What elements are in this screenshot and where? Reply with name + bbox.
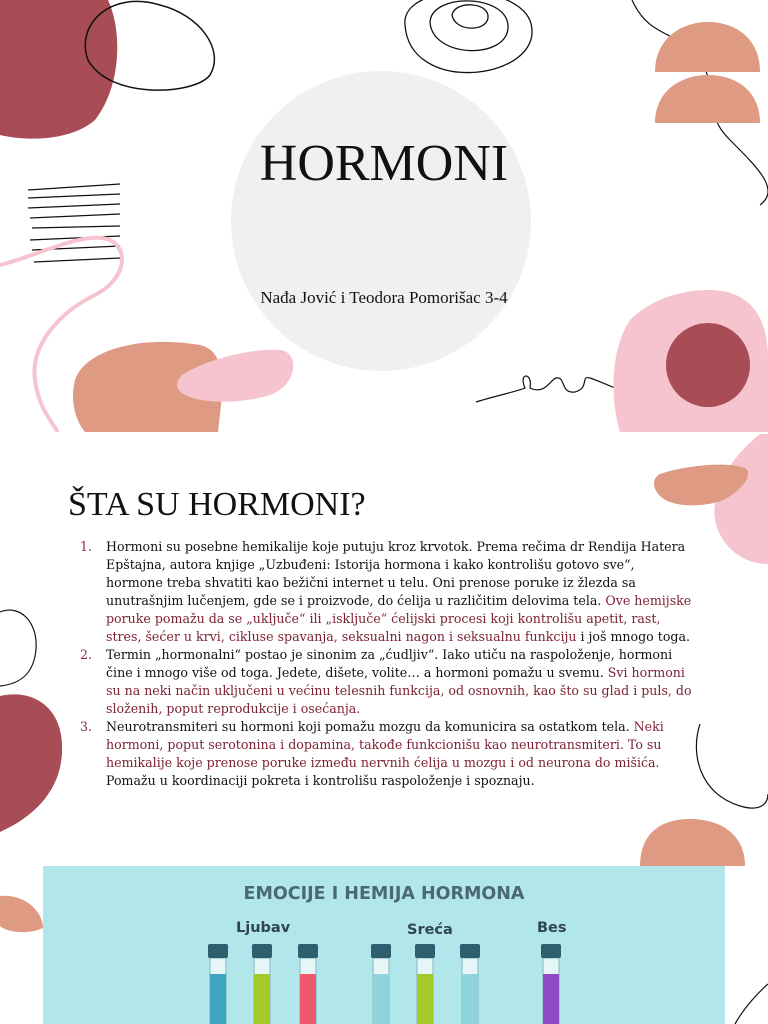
maroon-circle-shape	[666, 323, 750, 407]
test-tube	[251, 944, 273, 1024]
group-label-ljubav: Ljubav	[236, 920, 291, 936]
maroon-blob-shape	[0, 0, 117, 139]
slide-title	[0, 0, 768, 432]
slide-what-are-hormones	[0, 434, 768, 866]
salmon-edge-shape	[0, 896, 43, 932]
hormones-list	[80, 538, 692, 790]
right-margin	[725, 866, 768, 1024]
group-label-sreca: Sreća	[407, 922, 453, 938]
presentation-title: HORMONI	[259, 135, 509, 192]
outline-arc-left	[0, 610, 36, 686]
list-tail: Pomažu u koordinaciji pokreta i kontrolišu raspoloženje i spoznaju.	[106, 773, 535, 788]
salmon-half-circle-shape	[640, 819, 745, 866]
salmon-half-circle-top	[655, 22, 760, 72]
list-number: 1.	[80, 539, 93, 554]
authors-subtitle: Nađa Jović i Teodora Pomorišac 3-4	[260, 288, 508, 307]
list-highlight: Ove hemijske poruke pomažu da se „uključe“ ili „isključe“ ćelijski procesi koji kontrolišu apetit, rast, stres, šećer u krvi, cikluse spavanja, seksualni nagon i seksualnu funkciju	[106, 593, 692, 644]
list-text: Neurotransmiteri su hormoni koji pomažu mozgu da komunicira sa ostatkom tela.	[106, 719, 634, 734]
maroon-left-blob	[0, 694, 62, 832]
list-highlight: Svi hormoni su na neki način uključeni u većinu telesnih funkcija, od osnovnih, kao što su glad i puls, do složenih, poput reprodukcije i osećanja.	[106, 665, 692, 716]
section-title: ŠTA SU HORMONI?	[68, 486, 366, 523]
test-tube	[370, 944, 392, 1024]
list-number: 2.	[80, 647, 93, 662]
slide1-decorations	[0, 0, 768, 432]
slide-emotions-chemistry	[0, 866, 768, 1024]
list-text: Termin „hormonalni“ postao je sinonim za „ćudljiv“. Iako utiču na raspoloženje, hormoni čine i mnogo više od toga. Jedete, dišete, volite… a hormoni pomažu u svemu.	[106, 647, 673, 680]
list-item	[80, 718, 692, 790]
list-highlight: Neki hormoni, poput serotonina i dopamina, takođe funkcionišu kao neurotransmiteri. To su hemikalije koje prenose poruke između nervnih ćelija u mozgu i od neurona do mišića.	[106, 719, 664, 770]
infographic-panel	[43, 866, 725, 1024]
grey-circle-shape	[231, 71, 531, 371]
salmon-half-circle-bottom	[655, 75, 760, 123]
test-tube	[540, 944, 562, 1024]
list-item	[80, 646, 692, 718]
infographic-title: EMOCIJE I HEMIJA HORMONA	[243, 884, 525, 904]
spiral-shape	[405, 0, 532, 73]
test-tube	[459, 944, 481, 1024]
group-label-bes: Bes	[537, 920, 567, 936]
list-number: 3.	[80, 719, 93, 734]
test-tube	[297, 944, 319, 1024]
test-tube	[207, 944, 229, 1024]
list-text: Hormoni su posebne hemikalije koje putuju kroz krvotok. Prema rečima dr Rendija Hatera Epštajna, autora knjige „Uzbuđeni: Istorija hormona i kako kontrolišu gotovo sve“, hormone treba shvatiti kao bežični internet u telu. Oni prenose poruke iz žlezda sa unutrašnjim lučenjem, gde se i proizvode, do ćelija u različitim delovima tela.	[106, 539, 686, 608]
list-item	[80, 538, 692, 646]
outline-arc-right	[696, 724, 768, 808]
list-tail: i još mnogo toga.	[576, 629, 690, 644]
test-tube	[414, 944, 436, 1024]
